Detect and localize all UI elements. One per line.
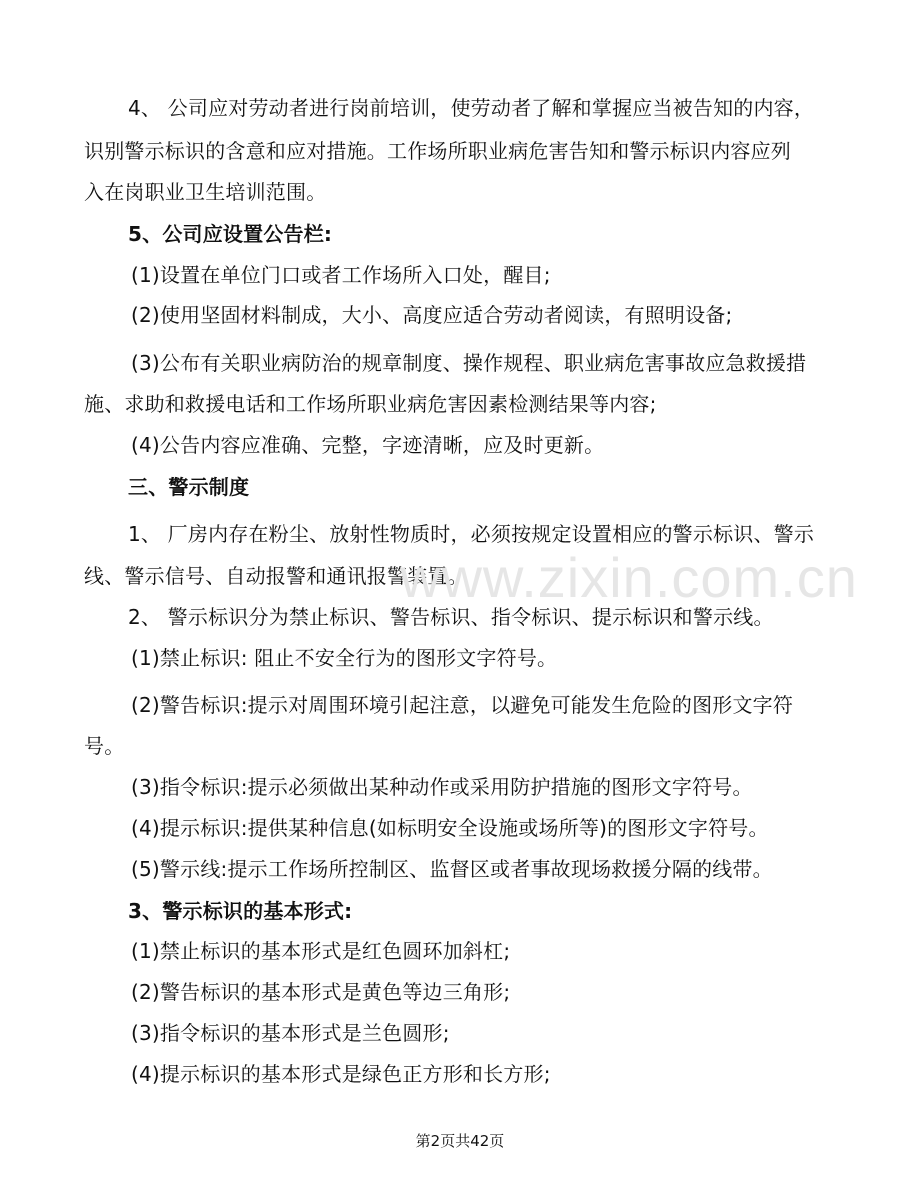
section-heading-warning-system: 三、警示制度 xyxy=(128,475,250,499)
bulletin-item-1: (1)设置在单位门口或者工作场所入口处，醒目; xyxy=(131,263,551,287)
paragraph-1-line-2: 线、警示信号、自动报警和通讯报警装置。 xyxy=(84,564,468,588)
heading-basic-forms: 3、警示标识的基本形式: xyxy=(128,899,353,923)
paragraph-2: 2、 警示标识分为禁止标识、警告标识、指令标识、提示标识和警示线。 xyxy=(128,605,774,629)
bulletin-item-3-line-1: (3)公布有关职业病防治的规章制度、操作规程、职业病危害事故应急救援措 xyxy=(131,351,807,375)
sign-type-1: (1)禁止标识: 阻止不安全行为的图形文字符号。 xyxy=(131,646,558,670)
page-number: 第2页共42页 xyxy=(415,1132,505,1150)
basic-form-3: (3)指令标识的基本形式是兰色圆形; xyxy=(131,1021,450,1045)
bulletin-item-4: (4)公告内容应准确、完整，字迹清晰，应及时更新。 xyxy=(131,433,605,457)
heading-bulletin-board: 5、公司应设置公告栏: xyxy=(128,222,333,246)
sign-type-3: (3)指令标识:提示必须做出某种动作或采用防护措施的图形文字符号。 xyxy=(131,775,753,799)
watermark: www.zixin.com.cn xyxy=(400,546,858,609)
sign-type-2-line-1: (2)警告标识:提示对周围环境引起注意，以避免可能发生危险的图形文字符 xyxy=(131,693,794,717)
bulletin-item-3-line-2: 施、求助和救援电话和工作场所职业病危害因素检测结果等内容; xyxy=(84,392,657,416)
paragraph-1-line-1: 1、 厂房内存在粉尘、放射性物质时，必须按规定设置相应的警示标识、警示 xyxy=(128,522,815,546)
basic-form-4: (4)提示标识的基本形式是绿色正方形和长方形; xyxy=(131,1062,551,1086)
paragraph-4-line-3: 入在岗职业卫生培训范围。 xyxy=(84,180,327,204)
bulletin-item-2: (2)使用坚固材料制成，大小、高度应适合劳动者阅读，有照明设备; xyxy=(131,303,733,327)
paragraph-4-line-1: 4、 公司应对劳动者进行岗前培训，使劳动者了解和掌握应当被告知的内容， xyxy=(128,96,815,120)
sign-type-5: (5)警示线:提示工作场所控制区、监督区或者事故现场救援分隔的线带。 xyxy=(131,857,773,881)
sign-type-4: (4)提示标识:提供某种信息(如标明安全设施或场所等)的图形文字符号。 xyxy=(131,816,769,840)
paragraph-4-line-2: 识别警示标识的含意和应对措施。工作场所职业病危害告知和警示标识内容应列 xyxy=(84,139,791,163)
basic-form-2: (2)警告标识的基本形式是黄色等边三角形; xyxy=(131,980,511,1004)
basic-form-1: (1)禁止标识的基本形式是红色圆环加斜杠; xyxy=(131,939,511,963)
sign-type-2-line-2: 号。 xyxy=(84,734,125,758)
